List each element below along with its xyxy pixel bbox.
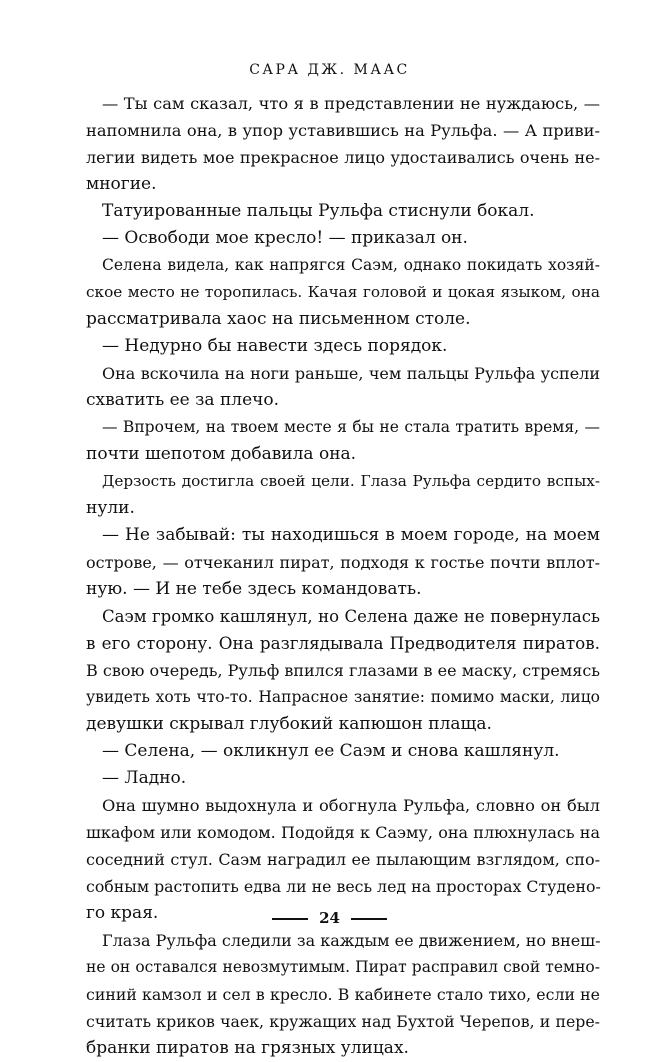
text-line: Саэм громко кашлянул, но Селена даже не повернулась [102, 607, 600, 626]
text-line: — Ладно. [102, 768, 187, 788]
text-line: считать криков чаек, кружащих над Бухтой Черепов, и пере- [86, 1012, 600, 1031]
text-line: легии видеть мое прекрасное лицо удостаивались очень не- [86, 148, 600, 167]
text-line: многие. [86, 174, 157, 194]
running-head: САРА ДЖ. МААС [249, 62, 410, 78]
text-line: В свою очередь, Рульф впился глазами в ее маску, стремясь [86, 661, 600, 680]
text-line: — Ты сам сказал, что я в представлении не нуждаюсь, — [102, 94, 600, 113]
text-line: го края. [86, 903, 159, 923]
folio-dash-right [351, 918, 387, 920]
text-line: — Впрочем, на твоем месте я бы не стала тратить время, — [102, 418, 600, 436]
text-line: напомнила она, в упор уставившись на Рульфа. — А приви- [86, 121, 600, 140]
text-line: острове, — отчеканил пират, подходя к гостье почти вплот- [86, 553, 600, 572]
text-line: не он оставался невозмутимым. Пират расправил свой темно- [86, 958, 600, 976]
text-line: бранки пиратов на грязных улицах. [86, 1038, 409, 1058]
text-line: Глаза Рульфа следили за каждым ее движением, но внеш- [102, 931, 601, 950]
text-line: ную. — И не тебе здесь командовать. [86, 579, 422, 599]
text-line: девушки скрывал глубокий капюшон плаща. [86, 714, 492, 734]
text-line: собным растопить едва ли не весь лед на просторах Студено- [86, 877, 601, 896]
text-line: — Селена, — окликнул ее Саэм и снова кашлянул. [102, 741, 560, 761]
text-line: Дерзость достигла своей цели. Глаза Рульфа сердито вспых- [102, 472, 600, 490]
text-line: — Освободи мое кресло! — приказал он. [102, 228, 468, 248]
text-line: в его сторону. Она разглядывала Предводителя пиратов. [86, 633, 600, 653]
text-line: шкафом или комодом. Подойдя к Саэму, она плюхнулась на [86, 823, 600, 842]
folio-dash-left [272, 918, 308, 920]
text-line: — Недурно бы навести здесь порядок. [102, 336, 448, 356]
text-line: рассматривала хаос на письменном столе. [86, 309, 471, 329]
text-line: — Не забывай: ты находишься в моем городе, на моем [102, 525, 600, 545]
page-number-value: 24 [319, 909, 340, 927]
text-line: Она шумно выдохнула и обогнула Рульфа, словно он был [102, 796, 600, 815]
text-line: синий камзол и сел в кресло. В кабинете стало тихо, если не [86, 985, 600, 1004]
page-number [0, 908, 659, 928]
text-line: почти шепотом добавила она. [86, 444, 357, 464]
text-line: схватить ее за плечо. [86, 390, 280, 410]
text-line: Селена видела, как напрягся Саэм, однако покидать хозяй- [102, 256, 600, 274]
text-line: Татуированные пальцы Рульфа стиснули бокал. [102, 201, 535, 221]
text-line: Она вскочила на ноги раньше, чем пальцы Рульфа успели [102, 364, 600, 383]
text-line: ское место не торопилась. Качая головой и цокая языком, она [86, 283, 600, 301]
text-line: нули. [86, 498, 135, 518]
text-line: увидеть хоть что-то. Напрасное занятие: помимо маски, лицо [86, 688, 600, 706]
text-line: соседний стул. Саэм наградил ее пылающим взглядом, спо- [86, 850, 600, 869]
